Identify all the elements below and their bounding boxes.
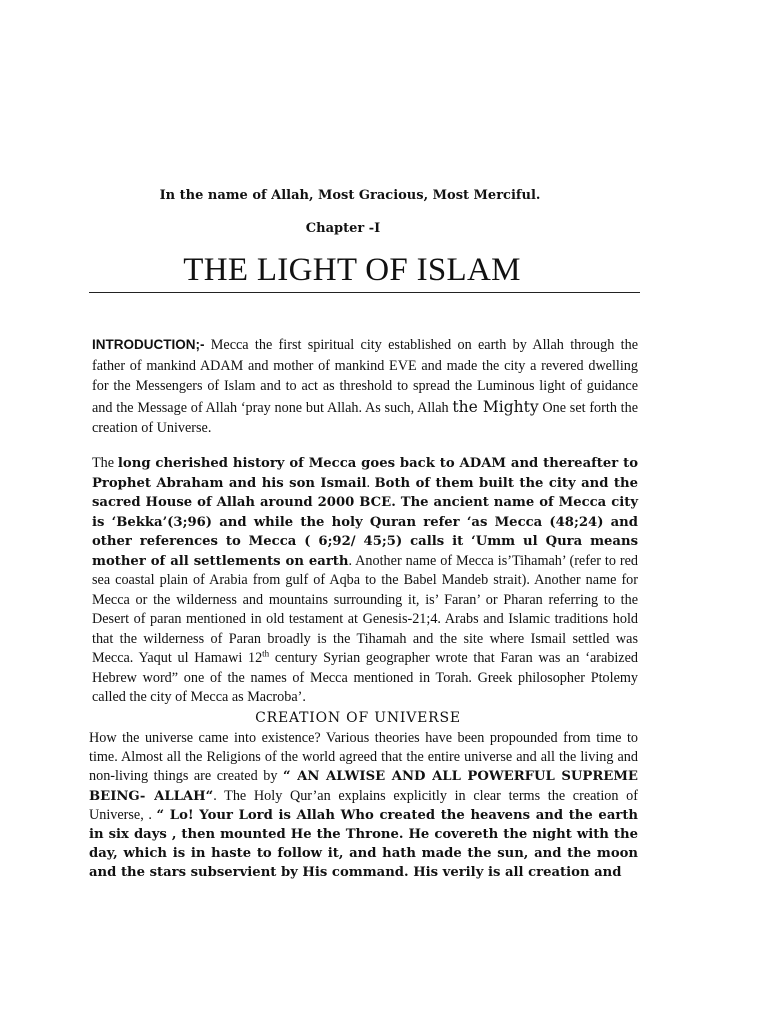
history-bold-2: Both of them built the city and the sacred House of Allah around 2000 BCE. The ancient name of Mecca city is ‘Bekka’(3;96) and while the holy Quran refer ‘as Mecca (48;24) and other references to Mecca ( 6;92/ 45;5) calls it ‘Umm ul Qura means mother of all settlements on earth xyxy=(92,475,639,569)
history-text-1: . Another name of Mecca is’Tihamah’ (refer to red sea coastal plain of Arabia from gulf of Aqba to the Babel Mandeb strait). Another name for Mecca or the wilderness and mountains surrounding it, is’ Faran’ or Pharan referring to the Desert of paran mentioned in old testament at Genesis-21;4. Arabs and Islamic traditions hold that the wilderness of Paran broadly is the Tihamah and the site where Ismail settled was Mecca. Yaqut ul Hamawi 12 xyxy=(92,552,638,666)
creation-paragraph xyxy=(89,729,638,883)
introduction-paragraph xyxy=(92,335,638,439)
creation-bold-1: “ AN ALWISE AND ALL POWERFUL SUPREME BEING- ALLAH“ xyxy=(89,769,638,804)
title-divider xyxy=(89,292,640,293)
intro-mighty: the Mighty xyxy=(452,397,539,416)
intro-text-2: One set forth the creation of Universe. xyxy=(92,399,639,436)
history-text-2: century Syrian geographer wrote that Faran was an ‘arabized Hebrew word” one of the names of Mecca mentioned in Torah. Greek philosopher Ptolemy called the city of Mecca as Macroba’. xyxy=(92,650,638,705)
creation-text-2: . The Holy Qur’an explains explicitly in clear terms the creation of Universe, . xyxy=(89,787,638,823)
intro-text-1: Mecca the first spiritual city established on earth by Allah through the father of mankind ADAM and mother of mankind EVE and made the city a revered dwelling for the Messengers of Islam and to act as threshold to spread the Luminous light of guidance and the Message of Allah ‘pray none but Allah. As such, Allah xyxy=(92,337,638,416)
introduction-label: INTRODUCTION;- xyxy=(92,337,205,352)
history-superscript: th xyxy=(262,648,270,659)
history-dot: . xyxy=(366,474,375,491)
creation-text-1: How the universe came into existence? Various theories have been propounded from time to time. Almost all the Religions of the world agreed that the entire universe and all the living and non-living things are created by xyxy=(89,730,638,785)
history-paragraph xyxy=(92,454,638,708)
history-lead: The xyxy=(92,455,118,471)
history-bold-1: long cherished history of Mecca goes back to ADAM and thereafter to Prophet Abraham and his son Ismail xyxy=(92,456,639,491)
creation-bold-2: “ Lo! Your Lord is Allah Who created the heavens and the earth in six days , then mounted He the Throne. He covereth the night with the day, which is in haste to follow it, and hath made the sun, and the moon and the stars subservient by His command. His verily is all creation and xyxy=(89,807,638,881)
page-title: THE LIGHT OF ISLAM xyxy=(183,252,521,288)
creation-heading: CREATION OF UNIVERSE xyxy=(255,710,461,726)
chapter-label: Chapter -I xyxy=(305,221,381,236)
bismillah-line: In the name of Allah, Most Gracious, Most Merciful. xyxy=(159,188,541,203)
